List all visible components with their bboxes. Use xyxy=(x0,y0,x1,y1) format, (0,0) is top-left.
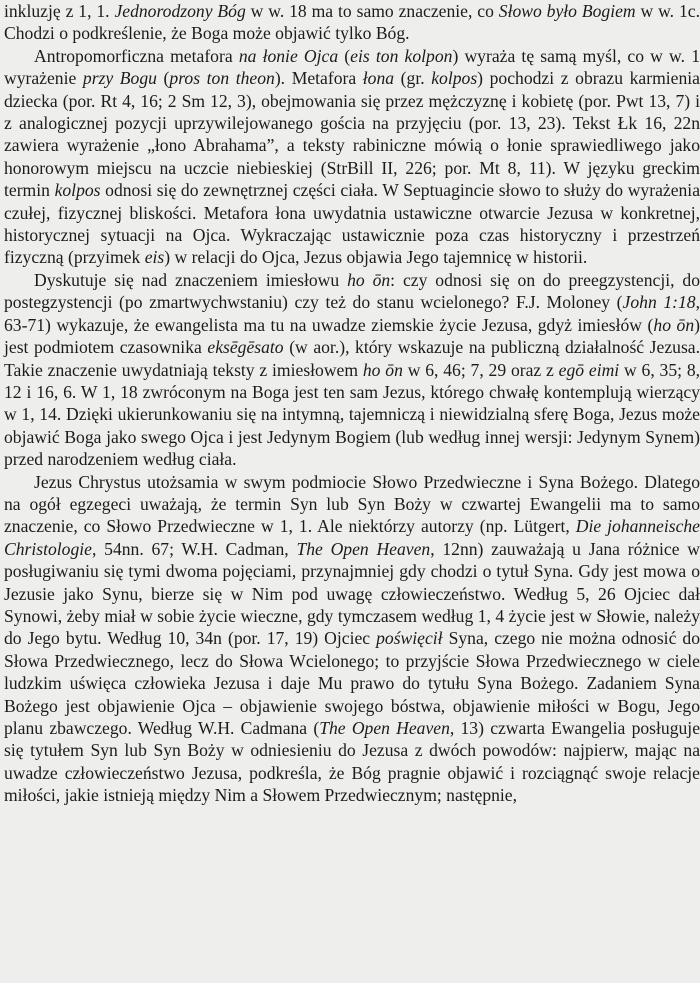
italic-run: Słowo było Bogiem xyxy=(498,1,636,21)
italic-run: pros ton theon xyxy=(169,68,275,89)
paragraph xyxy=(4,0,700,45)
text-run: Dyskutuje się nad znaczeniem imiesłowu xyxy=(34,269,348,290)
text-run: , 54nn. 67; W.H. Cadman, xyxy=(91,538,297,559)
text-run: w w. 18 ma to samo znaczenie, co xyxy=(245,1,499,21)
italic-run: ho ōn xyxy=(653,314,695,335)
italic-run: eis ton kolpon xyxy=(350,45,453,66)
italic-run: ho ōn xyxy=(347,269,391,290)
text-run: (gr. xyxy=(394,68,432,89)
text-run: ). Metafora xyxy=(274,68,363,89)
text-run: : czy odnosi się on do preegzystencji, do postegzystencji (po zmartwychwstaniu) czy też do stanu wcielonego? F.J. Moloney ( xyxy=(4,269,700,313)
italic-run: poświęcił xyxy=(376,628,443,649)
text-run: ) wyraża tę samą myśl, co w w. 1 wyrażenie xyxy=(4,45,700,89)
italic-run: The Open Heaven xyxy=(319,718,450,738)
paragraph xyxy=(4,45,700,269)
text-run: Syna, czego nie można odnosić do Słowa Przedwiecznego, lecz do Słowa Wcielonego; to przyjście Słowa Przedwiecznego w ciele ludzkim uświęca człowieka Jezusa i daje Mu prawo do tytułu Syna Bożego. Zadaniem Syna Bożego jest objawienie Ojca – objawienie swojego bóstwa, objawienie miłości w Bogu, Jego planu zbawczego. Według W.H. Cadmana ( xyxy=(4,628,700,738)
text-run: (w aor.), który wskazuje na publiczną działalność Jezusa. Takie znaczenie uwydatniają teksty z imiesłowem xyxy=(4,337,700,380)
text-run: ( xyxy=(338,45,351,66)
italic-run: przy Bogu xyxy=(82,68,157,89)
italic-run: ho ōn xyxy=(362,359,403,380)
paragraph xyxy=(4,269,700,471)
italic-run: The Open Heaven xyxy=(296,538,431,559)
text-run: w w. 1c. Chodzi o podkreślenie, że Boga może objawić tylko Bóg. xyxy=(4,1,700,44)
italic-run: łona xyxy=(362,68,395,89)
text-run: w 6, 46; 7, 29 oraz z xyxy=(402,359,559,380)
paragraph xyxy=(4,471,700,807)
text-run: , 12nn) zauważają u Jana różnice w posługiwaniu się tymi dwoma pojęciami, przynajmniej gdy chodzi o tytuł Syna. Gdy jest mowa o Jezusie jako Synu, bierze się w Nim pod uwagę człowieczeństwo. Według 5, 26 Ojciec dał Synowi, żeby miał w sobie życie wieczne, gdy tymczasem według 1, 4 życie jest w Słowie, należy do Jego bytu. Według 10, 34n (por. 17, 19) Ojciec xyxy=(4,538,700,649)
text-run: , 63-71) wykazuje, że ewangelista ma tu na uwadze ziemskie życie Jezusa, gdyż imiesłów ( xyxy=(4,292,700,335)
text-run: ) w relacji do Ojca, Jezus objawia Jego tajemnicę w historii. xyxy=(164,247,588,268)
italic-run: John 1:18 xyxy=(622,292,696,313)
text-run: , 13) czwarta Ewangelia posługuje się tytułem Syn lub Syn Boży w odniesieniu do Jezusa z dwóch powodów: najpierw, mając na uwadze człowieczeństwo Jezusa, podkreśla, że Bóg pragnie objawić i rozciągnąć swoje relacje miłości, jakie istnieją między Nim a Słowem Przedwiecznym; następnie, xyxy=(4,718,700,806)
text-run: ) jest podmiotem czasownika xyxy=(4,314,700,358)
italic-run: Die johanneische Christologie xyxy=(4,516,700,559)
text-body xyxy=(4,0,700,807)
text-run: ( xyxy=(156,68,170,89)
text-run: Antropomorficzna metafora xyxy=(34,45,239,66)
italic-run: na łonie Ojca xyxy=(238,45,339,66)
text-run: inkluzję z 1, 1. xyxy=(4,1,115,21)
italic-run: eksēgēsato xyxy=(207,337,284,358)
text-run: w 6, 35; 8, 12 i 16, 6. W 1, 18 zwróconym na Boga jest ten sam Jezus, którego chwałę kontemplują wierzący w 1, 14. Dzięki ukierunkowaniu się na intymną, tajemniczą i niewidzialną sferę Boga, Jezus może objawić Boga jako swego Ojca i jest Jedynym Bogiem (lub według innej wersji: Jedynym Synem) przed narodzeniem według ciała. xyxy=(4,359,700,470)
italic-run: Jednorodzony Bóg xyxy=(114,1,246,21)
italic-run: egō eimi xyxy=(558,359,620,380)
italic-run: eis xyxy=(144,247,165,268)
italic-run: kolpos xyxy=(54,180,101,201)
italic-run: kolpos xyxy=(431,68,478,89)
text-run: odnosi się do zewnętrznej części ciała. W Septuagincie słowo to służy do wyrażenia czułej, fizycznej bliskości. Metafora łona uwydatnia ustawiczne otwarcie Jezusa w konkretnej, historycznej sytuacji na Ojca. Wykraczając ustawicznie poza czas historyczny i przestrzeń fizyczną (przyimek xyxy=(4,180,700,268)
text-run: ) pochodzi z obrazu karmienia dziecka (por. Rt 4, 16; 2 Sm 12, 3), obejmowania się przez mężczyznę i kobietę (por. Pwt 13, 7) i z analogicznej pozycji uprzywilejowanego gościa na przyjęciu (por. 13, 23). Tekst Łk 16, 22n zawiera wyrażenie „łono Abrahama”, a teksty rabiniczne mówią o łonie sprawiedliwego jako honorowym miejscu na uczcie niebieskiej (StrBill II, 226; por. Mt 8, 11). W języku greckim termin xyxy=(4,68,700,201)
text-run: Jezus Chrystus utożsamia w swym podmiocie Słowo Przedwieczne i Syna Bożego. Dlatego na ogół egzegeci uważają, że termin Syn lub Syn Boży w czwartej Ewangelii ma to samo znaczenie, co Słowo Przedwieczne w 1, 1. Ale niektórzy autorzy (np. Lütgert, xyxy=(4,471,700,537)
